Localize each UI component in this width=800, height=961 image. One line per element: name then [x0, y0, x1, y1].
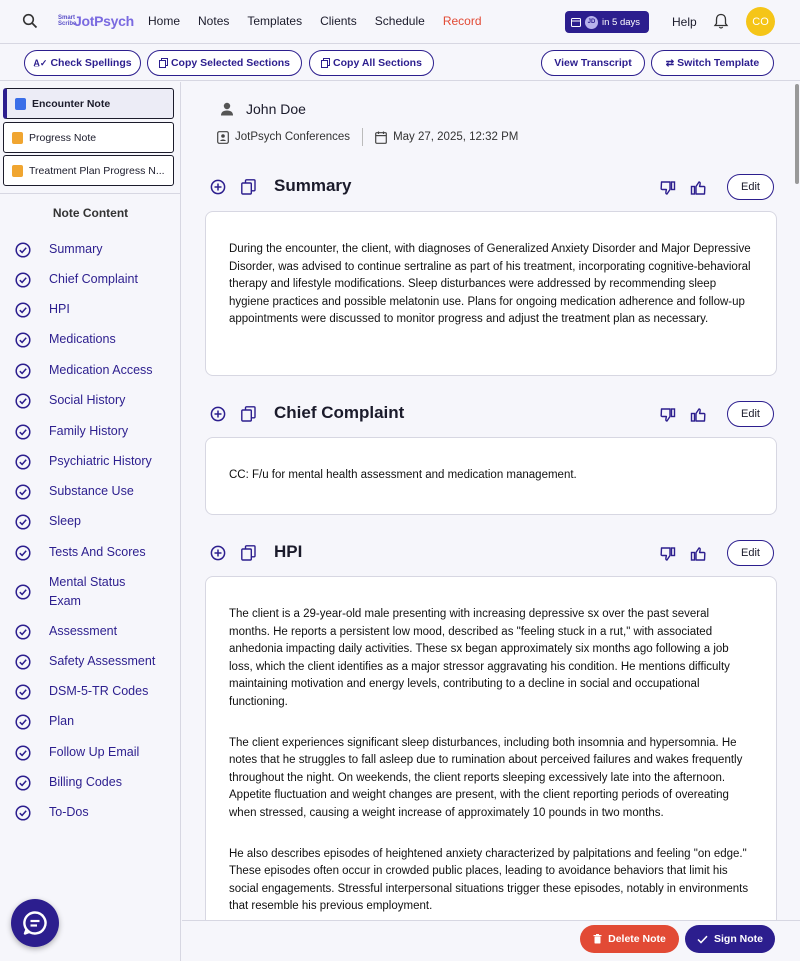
check-circle-icon — [15, 624, 31, 640]
trash-icon — [593, 934, 602, 944]
add-circle-icon[interactable] — [210, 406, 226, 422]
note-content-label: Family History — [49, 424, 129, 438]
calendar-icon — [375, 131, 387, 144]
checkmark-icon — [697, 935, 708, 944]
schedule-countdown-badge[interactable] — [565, 11, 649, 33]
view-transcript-label: View Transcript — [554, 57, 632, 69]
check-circle-icon — [15, 805, 31, 821]
note-content-item-hpi[interactable] — [15, 300, 159, 319]
section-title: Summary — [274, 176, 352, 195]
encounter-datetime: May 27, 2025, 12:32 PM — [393, 131, 519, 143]
doc-tab-label: Treatment Plan Progress N... — [29, 164, 165, 177]
sidebar — [0, 82, 181, 961]
document-icon — [15, 98, 26, 110]
thumbs-down-icon[interactable] — [660, 546, 676, 562]
delete-note-label: Delete Note — [608, 933, 666, 945]
swap-icon: ⇄ — [665, 57, 675, 69]
section-card-summary[interactable] — [205, 211, 777, 376]
copy-selected-label: Copy Selected Sections — [170, 57, 291, 69]
note-content-item-billing-codes[interactable] — [15, 773, 159, 792]
organization-name: JotPsych Conferences — [235, 131, 351, 143]
check-spellings-label: Check Spellings — [50, 57, 132, 69]
logo-brand: JotPsych — [74, 13, 134, 29]
note-footer — [182, 920, 800, 961]
main-scrollbar[interactable] — [795, 84, 799, 184]
nav-home[interactable]: Home — [148, 14, 181, 28]
section-paragraph: CC: F/u for mental health assessment and medication management. — [229, 469, 577, 481]
note-content-item-sleep[interactable] — [15, 512, 159, 531]
search-icon[interactable] — [22, 13, 38, 29]
doc-tab-encounter-note[interactable] — [3, 88, 174, 119]
doc-tab-treatment-plan[interactable] — [3, 155, 174, 186]
document-icon — [12, 165, 23, 177]
check-circle-icon — [15, 714, 31, 730]
section-header-chief-complaint — [210, 400, 776, 428]
check-circle-icon — [15, 454, 31, 470]
countdown-text: in 5 days — [602, 16, 641, 28]
check-circle-icon — [15, 272, 31, 288]
nav-record[interactable]: Record — [442, 14, 482, 28]
nav-clients[interactable]: Clients — [320, 14, 357, 28]
note-content-item-summary[interactable] — [15, 240, 159, 259]
nav-links — [148, 14, 500, 28]
delete-note-button[interactable] — [580, 925, 679, 953]
note-content-item-family-history[interactable] — [15, 422, 159, 441]
section-paragraph: The client experiences significant sleep disturbances, including both insomnia and hypersomnia. He notes that he struggles to fall asleep due to rumination about perceived failures and wakes frequently throughout the night. On weekends, the client reports sleeping excessively late into the afternoon. Appetite fluctuation and weight changes are present, with the client reporting periods of overeating when stressed, causing a weight increase of approximately 10 pounds in two months. — [229, 736, 743, 819]
note-content-item-follow-up-email[interactable] — [15, 743, 159, 762]
help-link[interactable]: Help — [672, 15, 697, 29]
edit-section-button[interactable]: Edit — [727, 174, 774, 200]
note-content-item-medications[interactable] — [15, 330, 159, 349]
check-circle-icon — [15, 584, 31, 600]
document-icon — [12, 132, 23, 144]
note-content-item-substance-use[interactable] — [15, 482, 159, 501]
patient-header — [220, 101, 306, 117]
check-circle-icon — [15, 363, 31, 379]
note-content-item-to-dos[interactable] — [15, 803, 159, 822]
view-transcript-button[interactable] — [541, 50, 645, 76]
note-content-label: Tests And Scores — [49, 545, 146, 559]
edit-section-button[interactable]: Edit — [727, 540, 774, 566]
note-content-item-medication-access[interactable] — [15, 361, 159, 380]
check-circle-icon — [15, 302, 31, 318]
encounter-meta — [217, 128, 518, 146]
check-circle-icon — [15, 424, 31, 440]
copy-all-sections-button[interactable] — [309, 50, 434, 76]
switch-template-label: Switch Template — [677, 57, 760, 69]
note-content-label: Psychiatric History — [49, 454, 152, 468]
check-spellings-button[interactable] — [24, 50, 141, 76]
note-content-item-psychiatric-history[interactable] — [15, 452, 159, 471]
section-title: HPI — [274, 542, 303, 561]
check-circle-icon — [15, 545, 31, 561]
copy-icon[interactable] — [241, 545, 256, 561]
doc-tab-progress-note[interactable] — [3, 122, 174, 153]
note-content-item-plan[interactable] — [15, 712, 159, 731]
check-circle-icon — [15, 393, 31, 409]
copy-icon — [321, 58, 330, 68]
note-content-label: Medication Access — [49, 363, 153, 377]
top-navigation — [0, 0, 800, 44]
section-header-hpi — [210, 539, 776, 567]
sign-note-label: Sign Note — [714, 933, 763, 945]
note-content-label: Summary — [49, 242, 103, 256]
copy-icon[interactable] — [241, 179, 256, 195]
note-content-label: Billing Codes — [49, 775, 122, 789]
section-paragraph: During the encounter, the client, with diagnoses of Generalized Anxiety Disorder and Major Depressive Disorder, was advised to continue sertraline as part of his treatment, incorporating cognitive-behavioral therapy and lifestyle modifications. Sleep disturbances were addressed by recommending sleep hygiene practices and possible melatonin use. Plans for ongoing medication adherence and follow-up appointments were discussed to monitor progress and adjust the treatment plan as necessary. — [229, 243, 751, 326]
note-content-item-safety-assessment[interactable] — [15, 652, 159, 671]
note-content-label: Chief Complaint — [49, 272, 138, 286]
check-circle-icon — [15, 484, 31, 500]
note-content-title: Note Content — [52, 206, 129, 220]
check-circle-icon — [15, 332, 31, 348]
nav-notes[interactable]: Notes — [198, 14, 230, 28]
user-avatar[interactable]: CO — [746, 7, 775, 36]
check-circle-icon — [15, 514, 31, 530]
note-content-item-chief-complaint[interactable] — [15, 270, 159, 289]
note-content-label: Follow Up Email — [49, 745, 140, 759]
copy-selected-sections-button[interactable] — [147, 50, 302, 76]
thumbs-up-icon[interactable] — [690, 180, 706, 196]
note-content-label: Medications — [49, 332, 116, 346]
check-circle-icon — [15, 775, 31, 791]
bell-icon[interactable] — [713, 13, 729, 30]
note-content-label: To-Dos — [49, 805, 89, 819]
patient-name: John Doe — [246, 101, 306, 117]
note-content-label: Mental Status Exam — [49, 575, 126, 608]
sign-note-button[interactable] — [685, 925, 775, 953]
note-toolbar — [0, 45, 800, 81]
note-content-label: Substance Use — [49, 484, 134, 498]
note-content-item-tests-and-scores[interactable] — [15, 543, 159, 562]
doc-tab-label: Progress Note — [29, 131, 97, 144]
switch-template-button[interactable] — [651, 50, 774, 76]
edit-section-button[interactable]: Edit — [727, 401, 774, 427]
countdown-avatar: JD — [585, 16, 598, 29]
note-content-label: Sleep — [49, 514, 81, 528]
note-content-label: Safety Assessment — [49, 654, 156, 668]
doc-tab-label: Encounter Note — [32, 97, 111, 110]
check-circle-icon — [15, 654, 31, 670]
add-circle-icon[interactable] — [210, 545, 226, 561]
section-paragraph: The client is a 29-year-old male presenting with increasing depressive sx over the past several months. He reports a persistent low mood, described as "feeling stuck in a rut," with associated anhedonia impacting daily activities. These sx began approximately six months ago following a job loss, which the client identifies as a major stressor aggravating his condition. He mentions difficulty maintaining motivation and energy levels, contributing to a decline in social and occupational functioning. — [229, 608, 730, 708]
section-paragraph: He also describes episodes of heightened anxiety characterized by palpitations and feeling "on edge." These episodes often occur in crowded public places, leading to avoidance behaviors that limit his social engagements. Stressful interpersonal situations trigger these episodes, notably in environments that resemble his previous employment. — [229, 847, 749, 913]
note-content-label: Plan — [49, 714, 75, 728]
chat-bubble-icon — [22, 910, 48, 936]
note-content-item-social-history[interactable] — [15, 391, 159, 410]
check-circle-icon — [15, 242, 31, 258]
note-editor — [182, 82, 800, 920]
note-content-item-dsm-codes[interactable] — [15, 682, 159, 701]
calendar-icon — [571, 17, 581, 27]
sidebar-divider — [0, 193, 181, 194]
check-circle-icon — [15, 684, 31, 700]
note-content-item-assessment[interactable] — [15, 622, 159, 641]
section-card-hpi[interactable] — [205, 576, 777, 920]
spellcheck-icon: A̲✓ — [33, 57, 48, 68]
section-card-chief-complaint[interactable] — [205, 437, 777, 515]
thumbs-down-icon[interactable] — [660, 180, 676, 196]
note-content-label: Social History — [49, 393, 126, 407]
add-circle-icon[interactable] — [210, 179, 226, 195]
section-title: Chief Complaint — [274, 403, 405, 422]
thumbs-up-icon[interactable] — [690, 407, 706, 423]
id-badge-icon — [217, 131, 229, 144]
nav-schedule[interactable]: Schedule — [374, 14, 425, 28]
section-header-summary — [210, 173, 776, 201]
thumbs-up-icon[interactable] — [690, 546, 706, 562]
chat-assistant-button[interactable] — [11, 899, 59, 947]
nav-templates[interactable]: Templates — [247, 14, 303, 28]
person-icon — [220, 102, 234, 116]
meta-divider — [362, 128, 363, 146]
check-circle-icon — [15, 745, 31, 761]
thumbs-down-icon[interactable] — [660, 407, 676, 423]
note-content-label: DSM-5-TR Codes — [49, 684, 149, 698]
note-content-label: HPI — [49, 302, 70, 316]
copy-all-label: Copy All Sections — [333, 57, 422, 69]
note-content-item-mental-status-exam[interactable] — [15, 573, 139, 611]
note-content-label: Assessment — [49, 624, 118, 638]
copy-icon — [159, 58, 168, 68]
copy-icon[interactable] — [241, 406, 256, 422]
app-logo[interactable] — [58, 13, 134, 29]
logo-subtitle: Smart Scribe — [58, 15, 77, 27]
